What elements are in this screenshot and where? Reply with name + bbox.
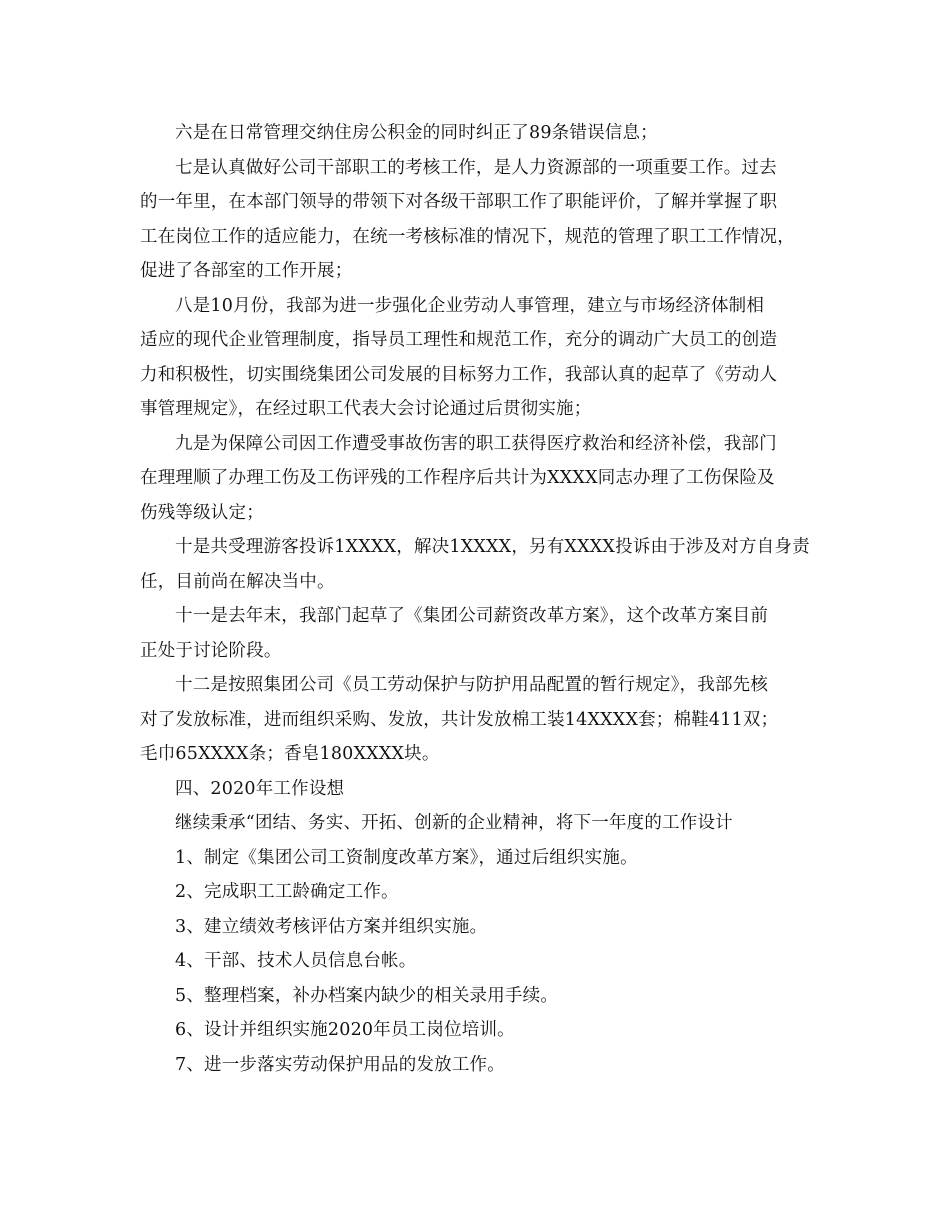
document-line: 1、制定《集团公司工资制度改革方案》，通过后组织实施。 <box>175 847 638 868</box>
document-line: 继续秉承“团结、务实、开拓、创新的企业精神，将下一年度的工作设计 <box>175 813 733 833</box>
document-line: 在理理顺了办理工伤及工伤评残的工作程序后共计为XXXX同志办理了工伤保险及 <box>140 468 775 488</box>
document-line: 的一年里，在本部门领导的带领下对各级干部职工作了职能评价，了解并掌握了职 <box>140 192 778 212</box>
document-line: 伤残等级认定； <box>140 502 264 523</box>
document-line: 适应的现代企业管理制度，指导员工理性和规范工作，充分的调动广大员工的创造 <box>140 330 778 350</box>
document-line: 十二是按照集团公司《员工劳动保护与防护用品配置的暂行规定》，我部先核 <box>175 675 769 695</box>
document-body <box>140 116 840 1082</box>
document-line: 六是在日常管理交纳住房公积金的同时纠正了89条错误信息； <box>175 123 658 143</box>
document-line: 七是认真做好公司干部职工的考核工作，是人力资源部的一项重要工作。过去 <box>175 157 777 178</box>
document-line: 十一是去年末，我部门起草了《集团公司薪资改革方案》，这个改革方案目前 <box>175 606 769 626</box>
document-line: 2、完成职工工龄确定工作。 <box>175 882 399 902</box>
document-line: 6、设计并组织实施2020年员工岗位培训。 <box>175 1020 515 1040</box>
document-line: 对了发放标准，进而组织采购、发放，共计发放棉工装14XXXX套；棉鞋411双； <box>140 709 779 730</box>
document-line: 力和积极性，切实围绕集团公司发展的目标努力工作，我部认真的起草了《劳动人 <box>140 364 778 385</box>
document-line: 九是为保障公司因工作遭受事故伤害的职工获得医疗救治和经济补偿，我部门 <box>175 433 777 454</box>
document-line: 5、整理档案，补办档案内缺少的相关录用手续。 <box>175 985 559 1006</box>
document-line: 任，目前尚在解决当中。 <box>140 571 335 592</box>
document-line: 工在岗位工作的适应能力，在统一考核标准的情况下，规范的管理了职工工作情况， <box>140 226 795 247</box>
document-line: 四、2020年工作设想 <box>175 778 345 799</box>
document-line: 7、进一步落实劳动保护用品的发放工作。 <box>175 1054 505 1075</box>
document-line: 毛巾65XXXX条；香皂180XXXX块。 <box>140 744 440 764</box>
document-line: 事管理规定》，在经过职工代表大会讨论通过后贯彻实施； <box>140 399 592 419</box>
document-line: 促进了各部室的工作开展； <box>140 261 353 281</box>
document-line: 十是共受理游客投诉1XXXX，解决1XXXX，另有XXXX投诉由于涉及对方自身责 <box>175 537 810 557</box>
document-line: 3、建立绩效考核评估方案并组织实施。 <box>175 916 488 937</box>
document-line: 八是10月份，我部为进一步强化企业劳动人事管理，建立与市场经济体制相 <box>175 295 765 316</box>
document-line: 正处于讨论阶段。 <box>140 640 282 661</box>
document-line: 4、干部、技术人员信息台帐。 <box>175 951 417 971</box>
